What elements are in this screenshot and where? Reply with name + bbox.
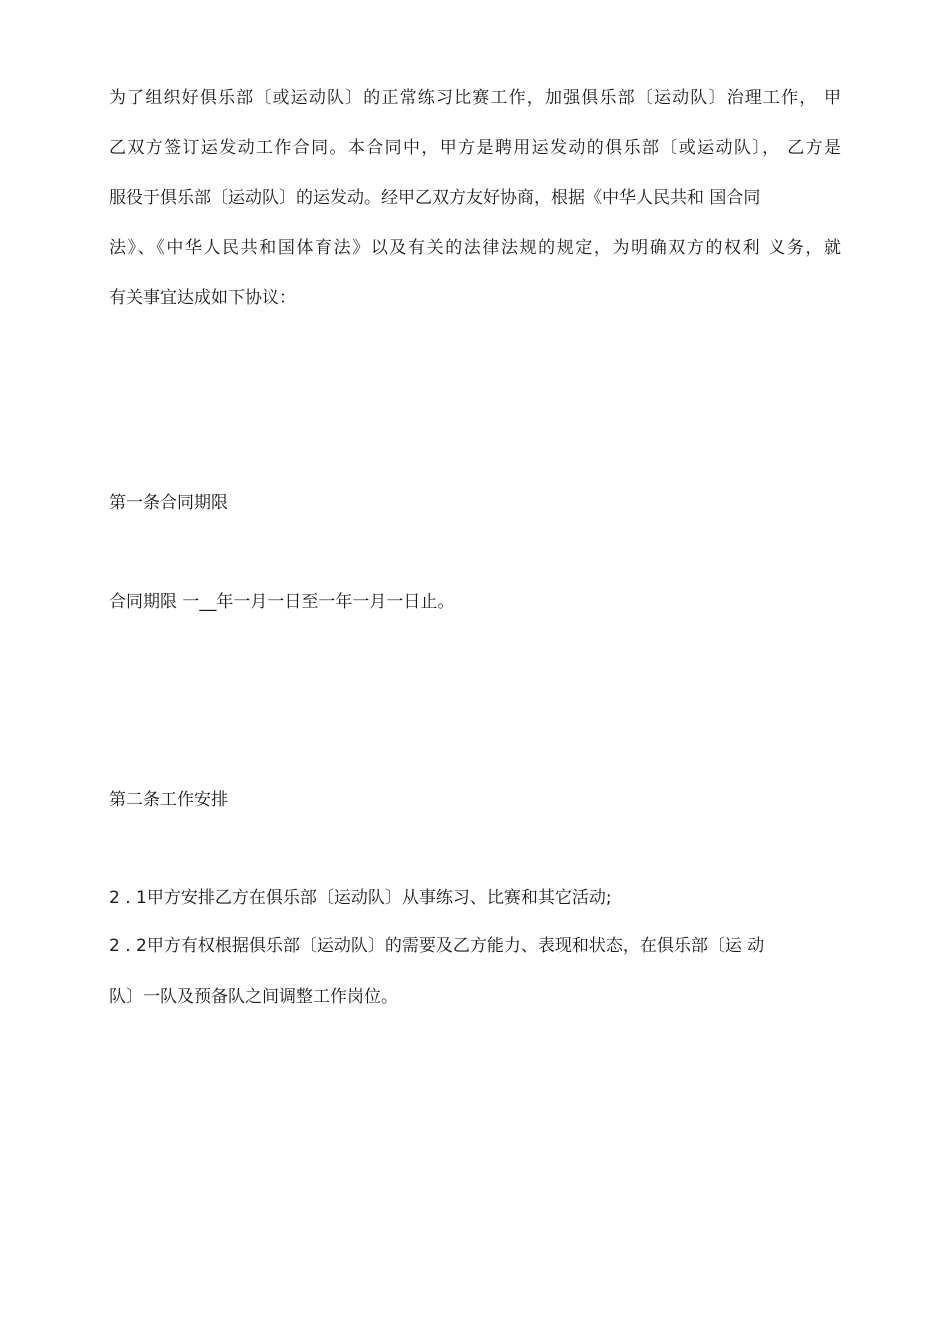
intro-line-1: 为了组织好俱乐部〔或运动队〕的正常练习比赛工作，加强俱乐部〔运动队〕治理工作， 甲 xyxy=(109,88,841,108)
article-2-item-1: 2 . 1甲方安排乙方在俱乐部〔运动队〕从事练习、比赛和其它活动; xyxy=(109,888,612,908)
article-2-item-2-line-1: 2 . 2甲方有权根据俱乐部〔运动队〕的需要及乙方能力、表现和状态，在俱乐部〔运 动 xyxy=(109,936,765,956)
intro-line-3: 服役于俱乐部〔运动队〕的运发动。经甲乙双方友好协商，根据《中华人民共和 国合同 xyxy=(109,188,761,208)
article-2-heading: 第二条工作安排 xyxy=(109,790,228,810)
intro-line-5: 有关事宜达成如下协议： xyxy=(109,288,296,308)
article-1-text: 合同期限 一__年一月一日至一年一月一日止。 xyxy=(109,592,455,612)
article-2-item-2-line-2: 队〕一队及预备队之间调整工作岗位。 xyxy=(109,987,398,1007)
intro-line-2: 乙双方签订运发动工作合同。本合同中，甲方是聘用运发动的俱乐部〔或运动队〕， 乙方是 xyxy=(109,138,841,158)
article-1-heading: 第一条合同期限 xyxy=(109,493,228,513)
intro-line-4: 法》、《中华人民共和国体育法》以及有关的法律法规的规定，为明确双方的权利 义务，就 xyxy=(109,238,841,258)
